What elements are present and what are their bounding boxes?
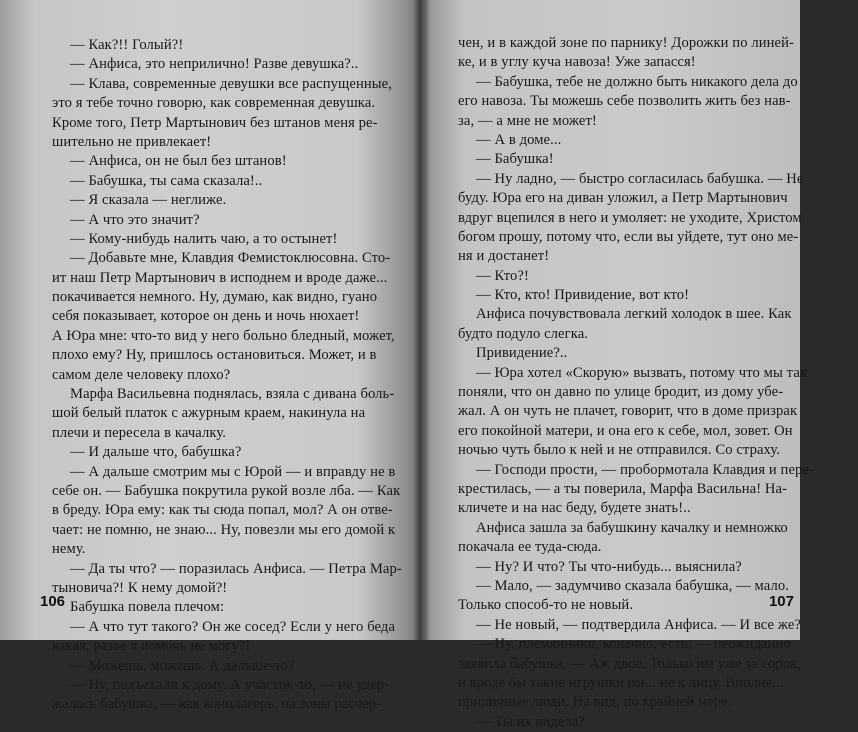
text-line: — Да ты что? — поразилась Анфиса. — Петра Мар- [70,560,402,577]
text-line: Кроме того, Петр Мартынович без штанов меня ре- [52,114,378,131]
text-line: — Клава, современные девушки все распущенные, [70,75,392,92]
text-line: себе он. — Бабушка покрутила рукой возле лба. — Как [52,482,401,499]
text-line: жалась бабушка, — как концлагерь, на зоны расчер- [52,696,382,713]
text-line: ночью чуть было к ней и не отправился. Со страху. [458,442,781,459]
text-line: — Бабушка, ты сама сказала!.. [70,172,263,189]
text-line: — Юра хотел «Скорую» вызвать, потому что мы так [476,364,808,381]
text-line: богом прошу, потому что, если вы уйдете, тут оно ме- [458,228,799,245]
text-line: приличные люди. На вид, по крайней мере. [458,694,732,711]
text-line: — Ну, племянники, конечно, есть, — неожиданно [476,636,791,653]
text-line: — А что это значит? [70,211,200,228]
text-line: самом деле человеку плохо? [52,366,231,383]
text-line: — А в доме... [476,131,562,148]
text-line: ня и достанет! [458,248,550,265]
left-page [0,0,420,713]
text-line: будто подуло слегка. [458,325,589,342]
text-line: — И дальше что, бабушка? [70,444,242,461]
text-line: ке, и в углу куча навоза! Уже запасся! [458,54,696,71]
text-line: и вроде бы такие игрушки им... не к лицу. Вполне... [458,674,784,691]
text-line: — Бабушка! [476,151,554,168]
text-line: — Господи прости, — пробормотала Клавдия и пере- [476,461,814,478]
text-line: нему. [52,541,86,558]
text-line: — Бабушка, тебе не должно быть никакого дела до [476,73,798,90]
text-line: буду. Юра его на диван уложил, а Петр Мартынович [458,190,788,207]
text-line: себя показывает, которое он день и ночь нюхает! [52,308,360,325]
text-line: — Можешь, можешь. А дальше-то? [70,657,295,674]
text-line: покачивается немного. Ну, думаю, как видно, гуано [52,289,378,306]
text-line: покачала ее туда-сюда. [458,539,602,556]
text-line: какая, разве я помочь не могу?! [52,638,251,655]
text-line: — А что тут такого? Он же сосед? Если у него беда [70,618,396,635]
text-line: — Ну ладно, — быстро согласилась бабушка. — Не [476,170,804,187]
text-line: — Добавьте мне, Клавдия Фемистоклюсовна. Сто- [70,250,391,267]
text-line: кличете и на нас беду, будете знать!.. [458,500,691,517]
text-line: — Не новый, — подтвердила Анфиса. — И все же? [476,616,801,633]
text-line: Марфа Васильевна поднялась, взяла с дивана боль- [70,386,395,403]
text-line: — Мало, — задумчиво сказала бабушка, — мало. [476,577,789,594]
text-line: чает: не помню, не знаю... Ну, повезли мы его домой к [52,521,396,538]
text-line: — Кому-нибудь налить чаю, а то остынет! [70,230,338,247]
text-line: — Ты их видела? [476,713,585,730]
text-line: заявила бабушка. — Аж двое. Только им уже за сорок, [458,655,802,672]
text-line: — Ну, подъехали к дому. А участок-то, — не удер- [70,676,390,693]
text-line: Анфиса зашла за бабушкину качалку и немножко [476,519,788,536]
text-line: — Анфиса, это неприлично! Разве девушка?.. [70,56,359,73]
text-line: вдруг вцепился в него и умоляет: не уходите, Христом [458,209,802,226]
text-line: поняли, что он давно по улице бродит, из дому убе- [458,384,784,401]
text-line: А Юра мне: что-то вид у него больно бледный, может, [52,327,395,344]
text-line: — Кто, кто! Привидение, вот кто! [476,287,690,304]
book-gutter [412,0,428,640]
text-line: — Как?!! Голый?! [70,37,184,53]
text-line: шительно не привлекает! [52,133,212,150]
right-page [420,0,814,730]
text-line: — Анфиса, он не был без штанов! [70,153,287,170]
text-line: чен, и в каждой зоне по парнику! Дорожки по линей- [458,35,795,51]
text-line: крестилась, — а ты поверила, Марфа Васильна! На- [458,480,788,497]
text-line: — Я сказала — неглиже. [70,192,227,209]
text-line: Анфиса почувствовала легкий холодок в шее. Как [476,306,792,323]
text-line: Бабушка повела плечом: [70,599,225,616]
text-line: за, — а мне не может! [458,112,597,129]
text-line: Только способ-то не новый. [458,597,634,614]
text-line: — Ну? И что? Ты что-нибудь... выяснила? [476,558,742,575]
text-line: Привидение?.. [476,345,568,362]
text-line: плохо ему? Ну, пришлось остановиться. Может, и в [52,347,377,364]
text-line: — А дальше смотрим мы с Юрой — и вправду не в [70,463,396,480]
left-page-number: 106 [40,593,66,610]
text-line: его навоза. Ты можешь себе позволить жить без нав- [458,93,791,110]
right-page-number: 107 [768,593,794,610]
text-line: ит наш Петр Мартынович в исподнем и вроде даже... [52,269,388,286]
text-line: в бреду. Юра ему: как ты сюда попал, мол? А он отве- [52,502,393,519]
text-line: плечи и пересела в качалку. [52,424,227,441]
text-line: жал. А он чуть не плачет, говорит, что в доме призрак [458,403,798,420]
text-line: это я тебе точно говорю, как современная девушка. [52,95,376,112]
text-line: шой белый платок с ажурным краем, накинула на [52,405,366,422]
text-line: — Кто?! [476,267,529,284]
right-page-text [458,34,858,732]
text-line: тыновича?! К нему домой?! [52,579,228,596]
text-line: его покойной матери, и она его к себе, мол, зовет. Он [458,422,793,439]
left-page-text [52,36,402,715]
